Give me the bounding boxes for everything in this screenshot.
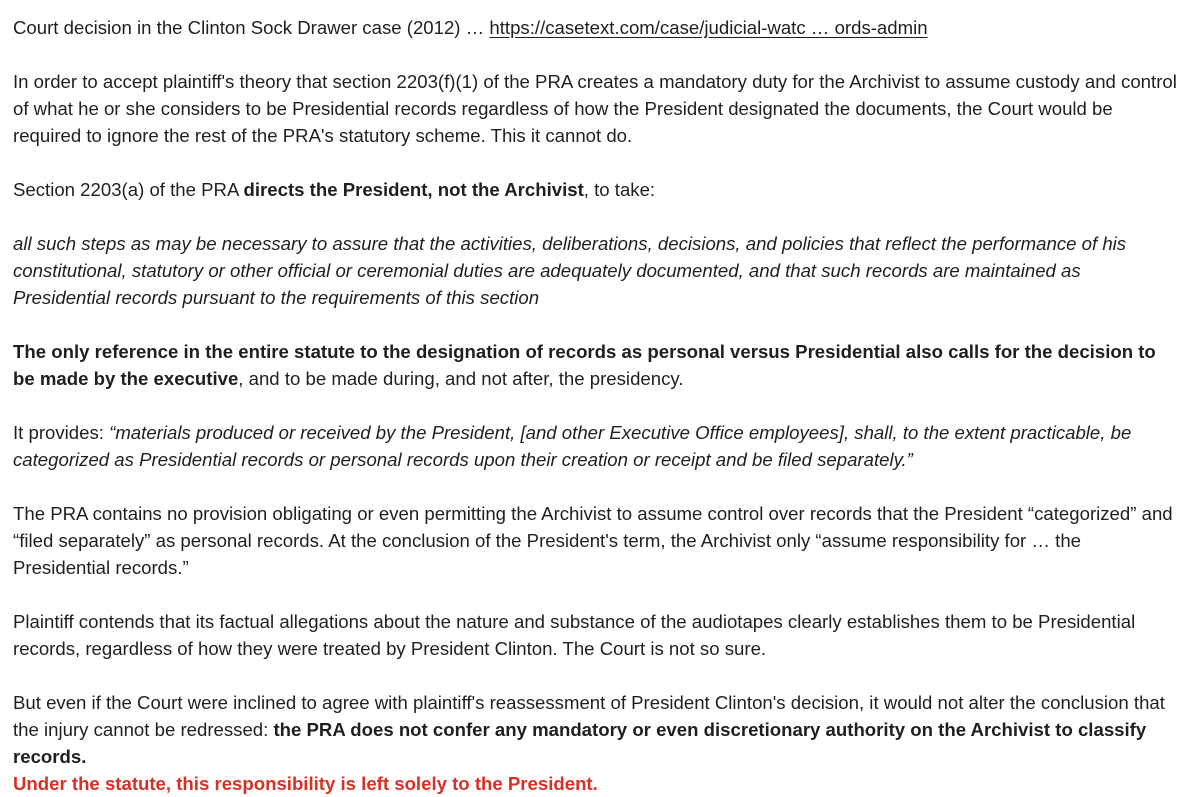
paragraph-text: , and to be made during, and not after, the presidency.	[238, 368, 684, 389]
paragraph-statute-quote	[13, 230, 1180, 311]
bold-emphasis: directs the President, not the Archivist	[243, 179, 584, 200]
casetext-link[interactable]: https://casetext.com/case/judicial-watc … ords-admin	[489, 17, 928, 38]
intro-paragraph	[13, 14, 1180, 41]
paragraph-text: Plaintiff contends that its factual allegations about the nature and substance of the audiotapes clearly establishes them to be Presidential records, regardless of how they were treated by President Clinton. The Court is not so sure.	[13, 611, 1136, 659]
paragraph-text: It provides:	[13, 422, 110, 443]
paragraph-pra-theory	[13, 68, 1180, 149]
paragraph-text: But even if the Court were inclined to agree with plaintiff's reassessment of President Clinton's decision, it would not alter the conclusion that the injury cannot be redressed:	[13, 692, 1165, 740]
paragraph-no-provision	[13, 500, 1180, 581]
italic-quote: all such steps as may be necessary to assure that the activities, deliberations, decisions, and policies that reflect the performance of his constitutional, statutory or other official or ceremonial duties are adequately documented, and that such records are maintained as Presidential records pursuant to the requirements of this section	[13, 233, 1127, 308]
paragraph-it-provides	[13, 419, 1180, 473]
italic-quote: “materials produced or received by the President, [and other Executive Office employees], shall, to the extent practicable, be categorized as Presidential records or personal records upon their creation or receipt and be filed separately.”	[13, 422, 1132, 470]
bold-emphasis: the PRA does not confer any mandatory or even discretionary authority on the Archivist to classify records.	[13, 719, 1147, 767]
paragraph-text: The PRA contains no provision obligating or even permitting the Archivist to assume control over records that the President “categorized” and “filed separately” as personal records. At the conclusion of the President's term, the Archivist only “assume responsibility for … the Presidential records.”	[13, 503, 1173, 578]
paragraph-text: , to take:	[583, 179, 656, 200]
intro-text: Court decision in the Clinton Sock Drawer case (2012) …	[13, 17, 490, 38]
bold-emphasis: The only reference in the entire statute to the designation of records as personal versus Presidential also calls for the decision to be made by the executive	[13, 341, 1156, 389]
paragraph-only-reference	[13, 338, 1180, 392]
paragraph-text: Section 2203(a) of the PRA	[13, 179, 244, 200]
paragraph-conclusion	[13, 689, 1180, 797]
paragraph-text: In order to accept plaintiff's theory that section 2203(f)(1) of the PRA creates a mandatory duty for the Archivist to assume custody and control of what he or she considers to be Presidential records regardless of how the President designated the documents, the Court would be required to ignore the rest of the PRA's statutory scheme. This it cannot do.	[13, 71, 1177, 146]
paragraph-section-2203a	[13, 176, 1180, 203]
red-highlight: Under the statute, this responsibility is left solely to the President.	[13, 773, 598, 794]
paragraph-plaintiff-contends	[13, 608, 1180, 662]
